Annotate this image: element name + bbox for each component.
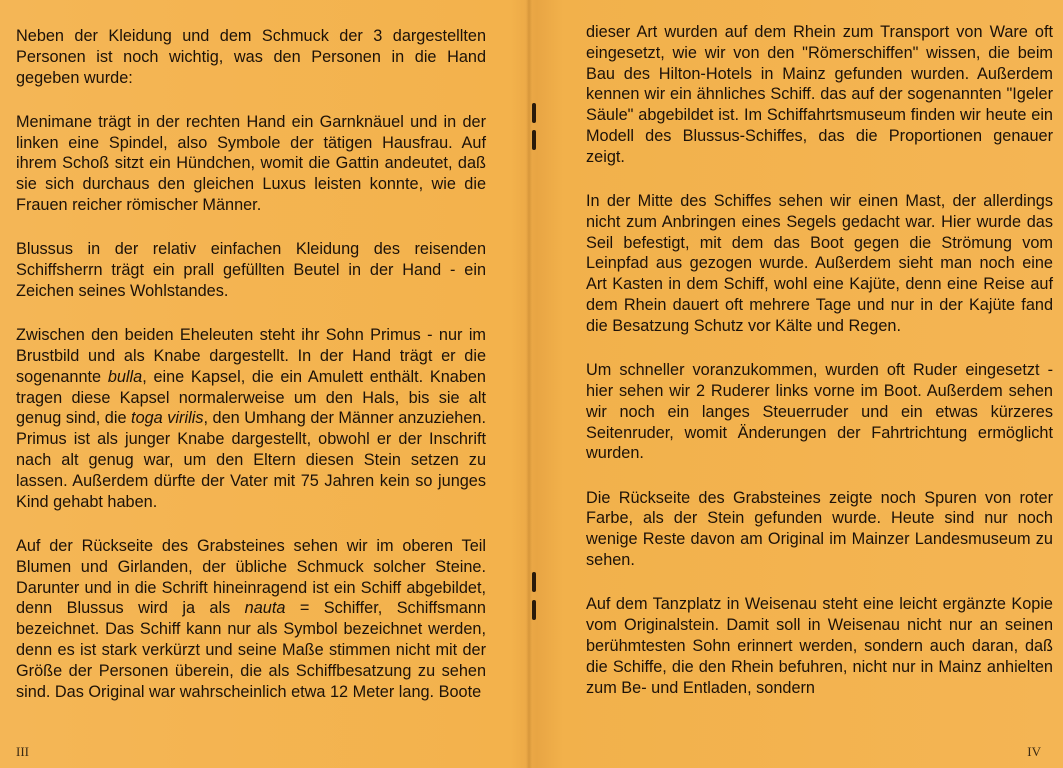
text-run: Auf dem Tanzplatz in Weisenau steht eine leicht ergänzte Kopie vom Originalstein. Damit soll in Weisenau nicht nur an seinen berühmtesten Sohn erinnert werden, sondern auch daran, daß die Schiffe, die den Rhein befuhren, nicht nur in Mainz anhielten zum Be- und Entladen, sondern bbox=[586, 595, 1053, 697]
text-run: Blussus in der relativ einfachen Kleidung des reisenden Schiffsherrn trägt ein prall gefüllten Beutel in der Hand - ein Zeichen seines Wohlstandes. bbox=[16, 240, 486, 300]
left-page bbox=[0, 0, 528, 768]
text-run: , den Umhang der Männer anzuziehen. Primus ist als junger Knabe dargestellt, obwohl er der Inschrift nach alt genug war, um den Eltern diesen Stein setzen zu lassen. Außerdem dürfte der Vater mit 75 Jahren kein so junges Kind gehabt haben. bbox=[16, 409, 486, 511]
text-run: Neben der Kleidung und dem Schmuck der 3 dargestellten Personen ist noch wichtig, was den Personen in die Hand gegeben wurde: bbox=[16, 27, 486, 87]
page-number-right: IV bbox=[1027, 744, 1041, 759]
paragraph bbox=[586, 22, 1053, 168]
italic-term: nauta bbox=[244, 599, 286, 618]
left-page-text bbox=[16, 26, 486, 702]
text-run: Die Rückseite des Grabsteines zeigte noch Spuren von roter Farbe, als der Stein gefunden wurde. Heute sind nur noch wenige Reste davon am Original im Mainzer Landesmuseum zu sehen. bbox=[586, 488, 1053, 570]
paragraph bbox=[586, 594, 1053, 698]
text-run: Menimane trägt in der rechten Hand ein Garnknäuel und in der linken eine Spindel, also Symbole der tätigen Hausfrau. Auf ihrem Schoß sitzt ein Hündchen, womit die Gattin andeutet, daß sie sich durchaus den gleichen Luxus leisten konnte, wie die Frauen reicher römischer Männer. bbox=[16, 112, 486, 215]
text-run: Um schneller voranzukommen, wurden oft Ruder eingesetzt - hier sehen wir 2 Ruderer links vorne im Boot. Außerdem sehen wir noch ein langes Steuerruder und ein etwas kürzeres Seitenruder, womit Änderungen der Fahrtrichtung ermöglicht wurden. bbox=[586, 361, 1053, 463]
right-page-text bbox=[586, 22, 1053, 698]
italic-term: toga virilis bbox=[131, 409, 204, 428]
paragraph bbox=[586, 191, 1053, 337]
paragraph bbox=[16, 239, 486, 301]
text-run: In der Mitte des Schiffes sehen wir einen Mast, der allerdings nicht zum Anbringen eines Segels gedacht war. Hier wurde das Seil befestigt, mit dem das Boot gegen die Strömung vom Leinpfad aus gezogen wurde. Außerdem sieht man noch eine Art Kasten in dem Schiff, wohl eine Kajüte, denn eine Reise auf dem Rhein dauert oft mehrere Tage und nur in der Kajüte fand die Besatzung Schutz vor Kälte und Regen. bbox=[586, 192, 1053, 335]
text-run: dieser Art wurden auf dem Rhein zum Transport von Ware oft eingesetzt, wie wir von den "Römerschiffen" wissen, die beim Bau des Hilton-Hotels in Mainz gefunden wurden. Außerdem kennen wir ein ähnliches Schiff. das auf der sogenannten "Igeler Säule" abgebildet ist. Im Schiffahrtsmuseum finden wir heute ein Modell des Blussus-Schiffes, das die Proportionen genauer zeigt. bbox=[586, 23, 1053, 166]
paragraph bbox=[16, 536, 486, 702]
page-number-left: III bbox=[16, 744, 29, 759]
right-page bbox=[528, 0, 1063, 768]
paragraph bbox=[16, 325, 486, 512]
text-run: Auf der Rückseite des Grabsteines sehen wir im oberen Teil Blumen und Girlanden, der übliche Schmuck solcher Steine. Darunter und in die Schrift hineinragend ist ein Schiff abgebildet, denn Blussus wird ja als bbox=[16, 536, 486, 618]
paragraph bbox=[586, 488, 1053, 571]
paragraph bbox=[16, 26, 486, 88]
italic-term: bulla bbox=[107, 367, 143, 386]
paragraph bbox=[16, 112, 486, 216]
text-run: Zwischen den beiden Eheleuten steht ihr Sohn Primus - nur im Brustbild und als Knabe dargestellt. In der Hand trägt er die sogenannte bbox=[16, 326, 486, 386]
text-run: = Schiffer, Schiffsmann bezeichnet. Das Schiff kann nur als Symbol bezeichnet werden, denn es ist stark verkürzt und seine Maße stimmen nicht mit der Größe der Personen überein, die als Schiffbesatzung zu sehen sind. Das Original war wahrscheinlich etwa 12 Meter lang. Boote bbox=[16, 599, 486, 701]
paragraph bbox=[586, 360, 1053, 464]
text-run: , eine Kapsel, die ein Amulett enthält. Knaben tragen diese Kapsel normalerweise um den Hals, bis sie alt genug sind, die bbox=[16, 367, 486, 428]
